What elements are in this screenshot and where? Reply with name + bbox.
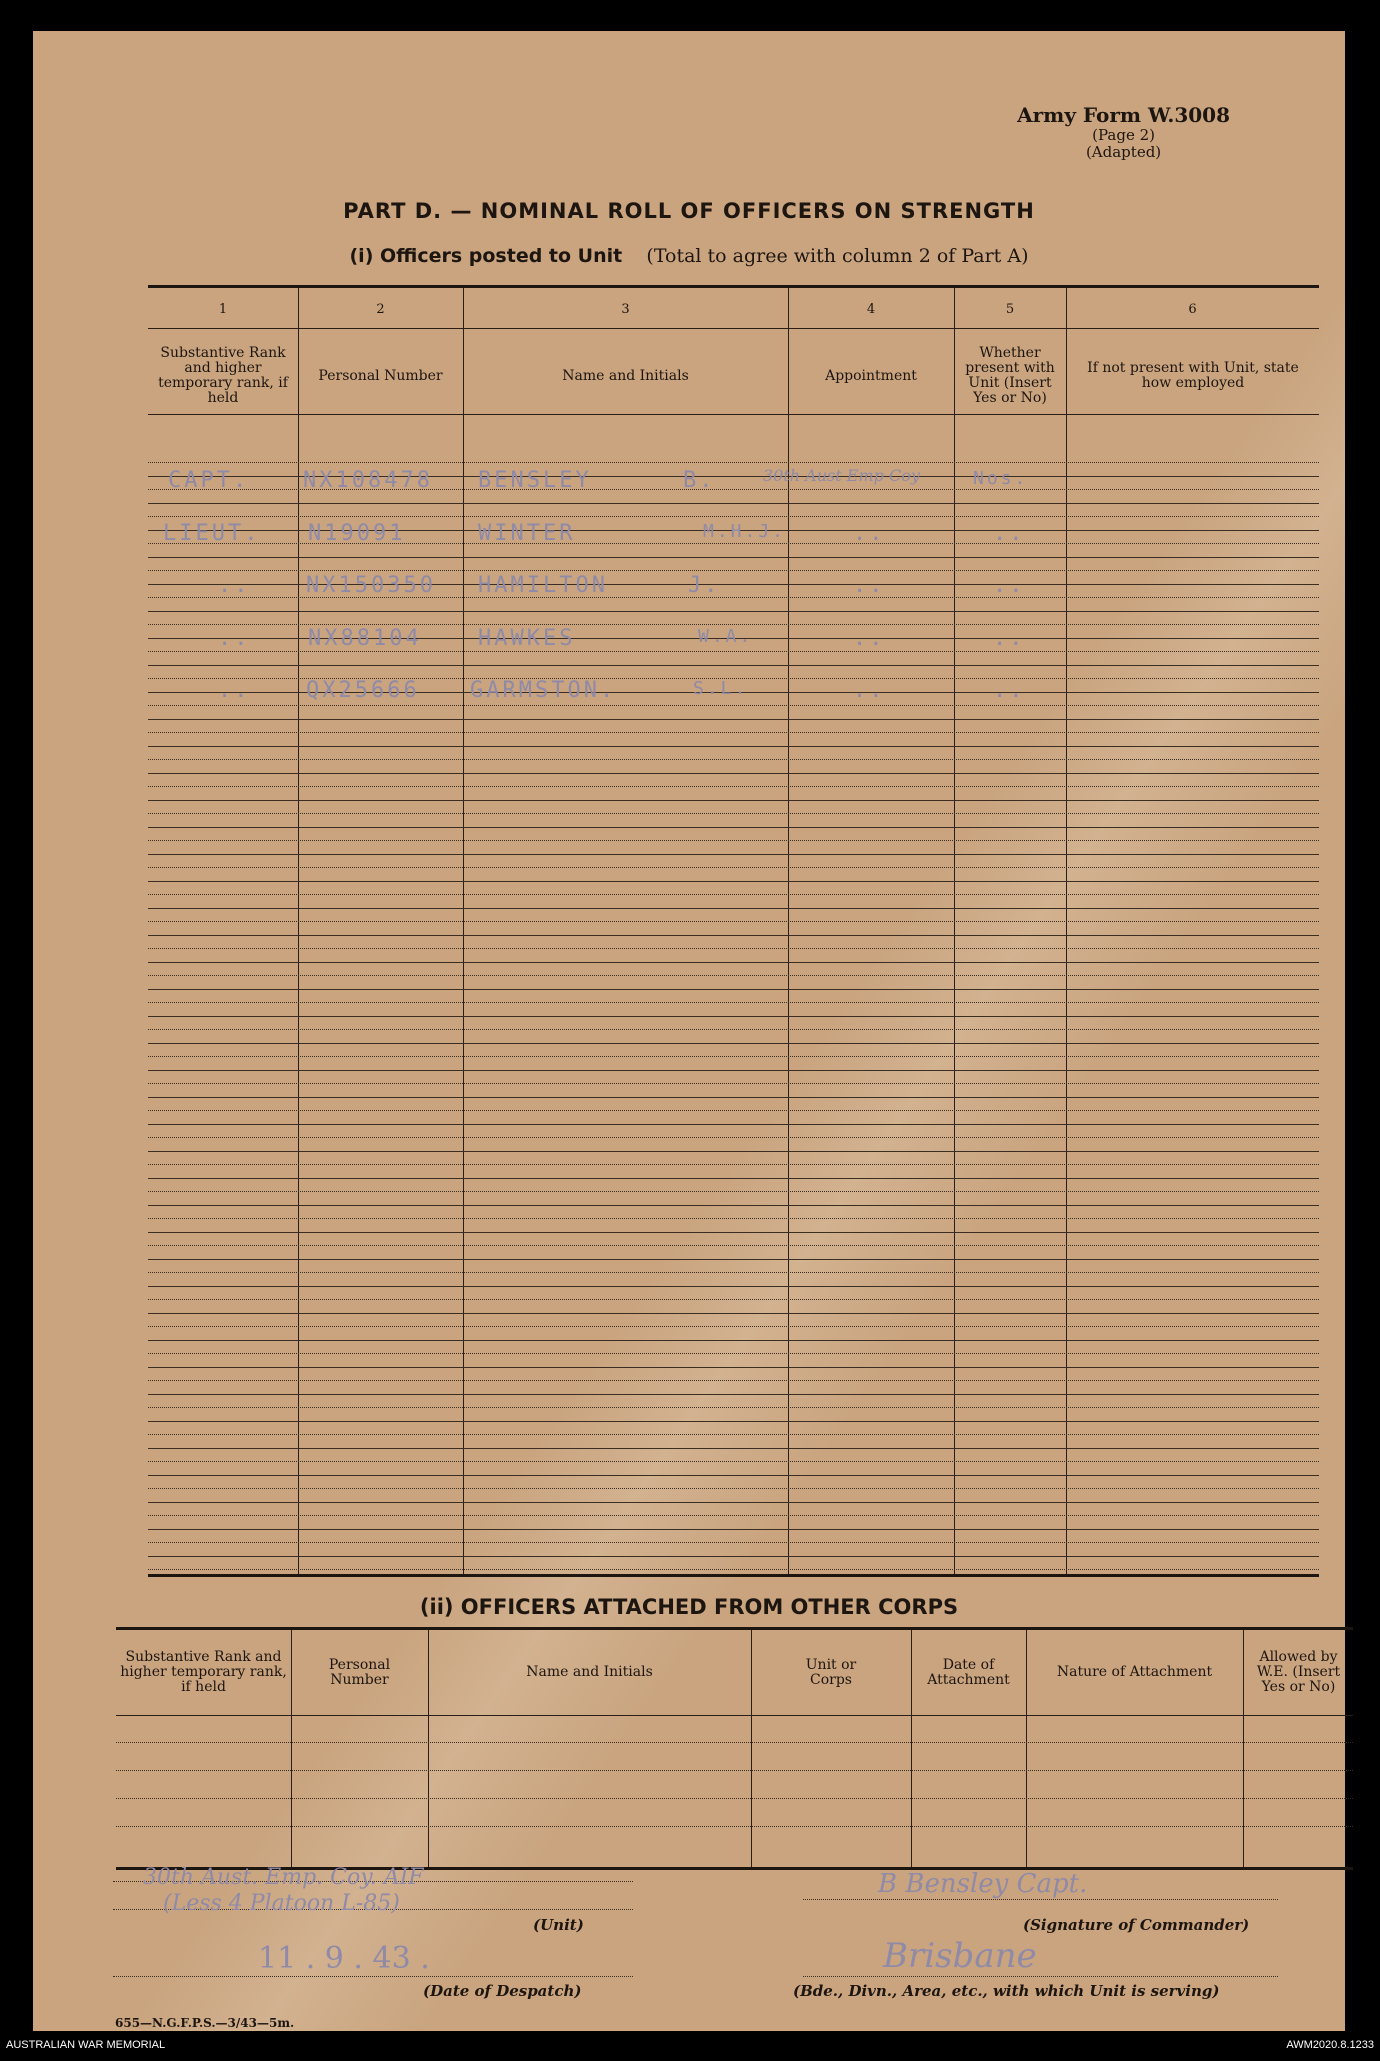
table1-ruled-rows xyxy=(148,434,1319,1574)
entry-number: NX108478 xyxy=(303,468,433,493)
ruled-line xyxy=(148,921,1319,922)
ruled-line xyxy=(148,962,1319,963)
ruled-line xyxy=(148,1218,1319,1219)
ruled-line xyxy=(148,1326,1319,1327)
t2-header-nature: Nature of Attachment xyxy=(1056,1664,1213,1680)
entry-name: BENSLEY xyxy=(478,468,592,493)
form-page xyxy=(33,31,1345,2031)
entry-appointment: .. xyxy=(853,573,886,598)
ruled-line xyxy=(148,719,1319,720)
ruled-line xyxy=(148,732,1319,733)
ruled-line xyxy=(148,908,1319,909)
ruled-line xyxy=(148,989,1319,990)
ruled-line xyxy=(148,665,1319,666)
archive-strip xyxy=(0,2033,1380,2061)
ruled-line xyxy=(148,570,1319,571)
ruled-line xyxy=(148,1191,1319,1192)
ruled-line xyxy=(148,1272,1319,1273)
location-handwritten: Brisbane xyxy=(883,1936,1037,1976)
ruled-line xyxy=(148,894,1319,895)
entry-present: Nos. xyxy=(973,468,1029,489)
t2-header-personal-number: Personal Number xyxy=(328,1656,391,1688)
t2-header-rank: Substantive Rank and higher temporary rank, if held xyxy=(120,1649,287,1695)
ruled-line xyxy=(148,1245,1319,1246)
ruled-line xyxy=(148,1380,1319,1381)
ruled-line xyxy=(148,1475,1319,1476)
ruled-line xyxy=(148,1164,1319,1165)
ruled-line xyxy=(148,935,1319,936)
col-number-5: 5 xyxy=(1005,302,1015,317)
ruled-line xyxy=(148,624,1319,625)
ruled-line xyxy=(148,1461,1319,1462)
entry-rank: LIEUT. xyxy=(163,521,261,546)
ruled-line xyxy=(148,881,1319,882)
entry-initials: J. xyxy=(688,573,721,598)
ruled-line xyxy=(148,827,1319,828)
ruled-line xyxy=(148,1515,1319,1516)
officers-posted-table xyxy=(148,285,1319,1577)
ruled-line xyxy=(148,1299,1319,1300)
signature-label: (Signature of Commander) xyxy=(1023,1916,1250,1934)
despatch-date-handwritten: 11 . 9 . 43 . xyxy=(258,1941,430,1976)
ruled-line xyxy=(148,1178,1319,1179)
form-number: Army Form W.3008 xyxy=(1017,103,1230,127)
entry-appointment: 30th Aust Emp Coy xyxy=(763,466,920,485)
entry-present: .. xyxy=(993,626,1026,651)
ruled-line xyxy=(148,1556,1319,1557)
ruled-line xyxy=(148,1394,1319,1395)
ruled-line xyxy=(148,1097,1319,1098)
ruled-line xyxy=(148,1488,1319,1489)
form-page-number: (Page 2) xyxy=(1092,126,1155,144)
section1-note: (Total to agree with column 2 of Part A) xyxy=(646,245,1029,267)
form-adapted: (Adapted) xyxy=(1085,143,1162,161)
t2-header-name: Name and Initials xyxy=(526,1664,653,1680)
col-number-4: 4 xyxy=(866,302,876,317)
ruled-line xyxy=(148,1448,1319,1449)
ruled-line xyxy=(148,1407,1319,1408)
ruled-line xyxy=(148,773,1319,774)
ruled-line xyxy=(148,516,1319,517)
print-reference: 655—N.G.F.P.S.—3/43—5m. xyxy=(115,2016,295,2030)
entry-appointment: .. xyxy=(853,626,886,651)
t2-header-date: Date of Attachment xyxy=(927,1656,1010,1688)
entry-rank: .. xyxy=(218,626,251,651)
ruled-line xyxy=(148,1205,1319,1206)
form-identifier xyxy=(1017,103,1230,161)
ruled-line xyxy=(148,746,1319,747)
entry-number: N19091 xyxy=(308,521,406,546)
entry-appointment: .. xyxy=(853,521,886,546)
ruled-line xyxy=(148,948,1319,949)
despatch-date-label: (Date of Despatch) xyxy=(423,1982,582,2000)
col-number-2: 2 xyxy=(376,302,385,317)
ruled-line xyxy=(148,1542,1319,1543)
ruled-line xyxy=(148,651,1319,652)
col-number-1: 1 xyxy=(218,302,228,317)
ruled-line xyxy=(148,1434,1319,1435)
ruled-line xyxy=(148,1286,1319,1287)
ruled-line xyxy=(148,503,1319,504)
t2-header-allowed: Allowed by W.E. (Insert Yes or No) xyxy=(1256,1649,1341,1695)
section1-subtitle xyxy=(33,245,1345,267)
ruled-line xyxy=(148,1502,1319,1503)
col-header-present: Whether present with Unit (Insert Yes or No) xyxy=(965,345,1055,406)
ruled-line xyxy=(148,1002,1319,1003)
col-header-personal-number: Personal Number xyxy=(318,367,443,384)
ruled-line xyxy=(148,840,1319,841)
unit-handwritten-line1: 30th Aust. Emp. Coy. AIF xyxy=(143,1865,424,1890)
ruled-line xyxy=(148,854,1319,855)
location-label: (Bde., Divn., Area, etc., with which Unit is serving) xyxy=(793,1982,1220,2000)
entry-initials: M.H.J. xyxy=(703,521,787,542)
archive-reference: AWM2020.8.1233 xyxy=(1286,2039,1374,2051)
ruled-line xyxy=(148,1340,1319,1341)
t2-header-unit: Unit or Corps xyxy=(805,1656,857,1688)
entry-number: NX88104 xyxy=(308,626,422,651)
entry-name: GARMSTON. xyxy=(470,678,617,703)
ruled-line xyxy=(148,1367,1319,1368)
entry-rank: .. xyxy=(218,573,251,598)
ruled-line xyxy=(148,975,1319,976)
entry-name: HAMILTON xyxy=(478,573,608,598)
ruled-line xyxy=(148,1016,1319,1017)
section2-title: (ii) OFFICERS ATTACHED FROM OTHER CORPS xyxy=(419,1595,959,1619)
ruled-line xyxy=(148,1137,1319,1138)
ruled-line xyxy=(148,1029,1319,1030)
entry-rank: CAPT. xyxy=(168,468,250,493)
ruled-line xyxy=(148,1083,1319,1084)
entry-rank: .. xyxy=(218,678,251,703)
ruled-line xyxy=(148,1421,1319,1422)
ruled-line xyxy=(148,611,1319,612)
part-title: PART D. — NOMINAL ROLL OF OFFICERS ON STRENGTH xyxy=(343,199,1035,223)
ruled-line xyxy=(148,759,1319,760)
ruled-line xyxy=(148,1056,1319,1057)
entry-present: .. xyxy=(993,573,1026,598)
col-header-name: Name and Initials xyxy=(562,367,689,384)
entry-present: .. xyxy=(993,678,1026,703)
entry-name: WINTER xyxy=(478,521,576,546)
ruled-line xyxy=(148,786,1319,787)
ruled-line xyxy=(148,1043,1319,1044)
ruled-line xyxy=(148,705,1319,706)
commander-signature: B Bensley Capt. xyxy=(878,1869,1088,1899)
ruled-line xyxy=(148,867,1319,868)
entry-initials: S.L. xyxy=(693,678,749,699)
section1-label: (i) Officers posted to Unit xyxy=(349,245,623,267)
unit-label: (Unit) xyxy=(533,1916,584,1934)
ruled-line xyxy=(148,1151,1319,1152)
entry-name: HAWKES xyxy=(478,626,576,651)
ruled-line xyxy=(148,557,1319,558)
ruled-line xyxy=(148,1529,1319,1530)
ruled-line xyxy=(148,1259,1319,1260)
ruled-line xyxy=(148,1110,1319,1111)
col-number-6: 6 xyxy=(1188,302,1197,317)
ruled-line xyxy=(148,462,1319,463)
ruled-line xyxy=(148,1124,1319,1125)
ruled-line xyxy=(148,813,1319,814)
entry-appointment: .. xyxy=(853,678,886,703)
entry-initials: W.A. xyxy=(698,626,754,647)
col-header-rank: Substantive Rank and higher temporary rank, if held xyxy=(158,345,288,406)
col-header-appointment: Appointment xyxy=(825,367,917,384)
ruled-line xyxy=(148,1313,1319,1314)
entry-present: .. xyxy=(993,521,1026,546)
ruled-line xyxy=(148,1569,1319,1570)
col-header-employment: If not present with Unit, state how employed xyxy=(1087,360,1299,391)
ruled-line xyxy=(148,1353,1319,1354)
unit-handwritten-line2: (Less 4 Platoon L-85) xyxy=(163,1891,400,1916)
archive-name: AUSTRALIAN WAR MEMORIAL xyxy=(6,2039,166,2051)
ruled-line xyxy=(148,800,1319,801)
ruled-line xyxy=(148,1070,1319,1071)
entry-number: NX150350 xyxy=(306,573,436,598)
officers-attached-table xyxy=(116,1627,1353,1870)
ruled-line xyxy=(148,1232,1319,1233)
col-number-3: 3 xyxy=(621,302,630,317)
entry-number: QX25666 xyxy=(306,678,420,703)
entry-initials: B. xyxy=(683,468,716,493)
